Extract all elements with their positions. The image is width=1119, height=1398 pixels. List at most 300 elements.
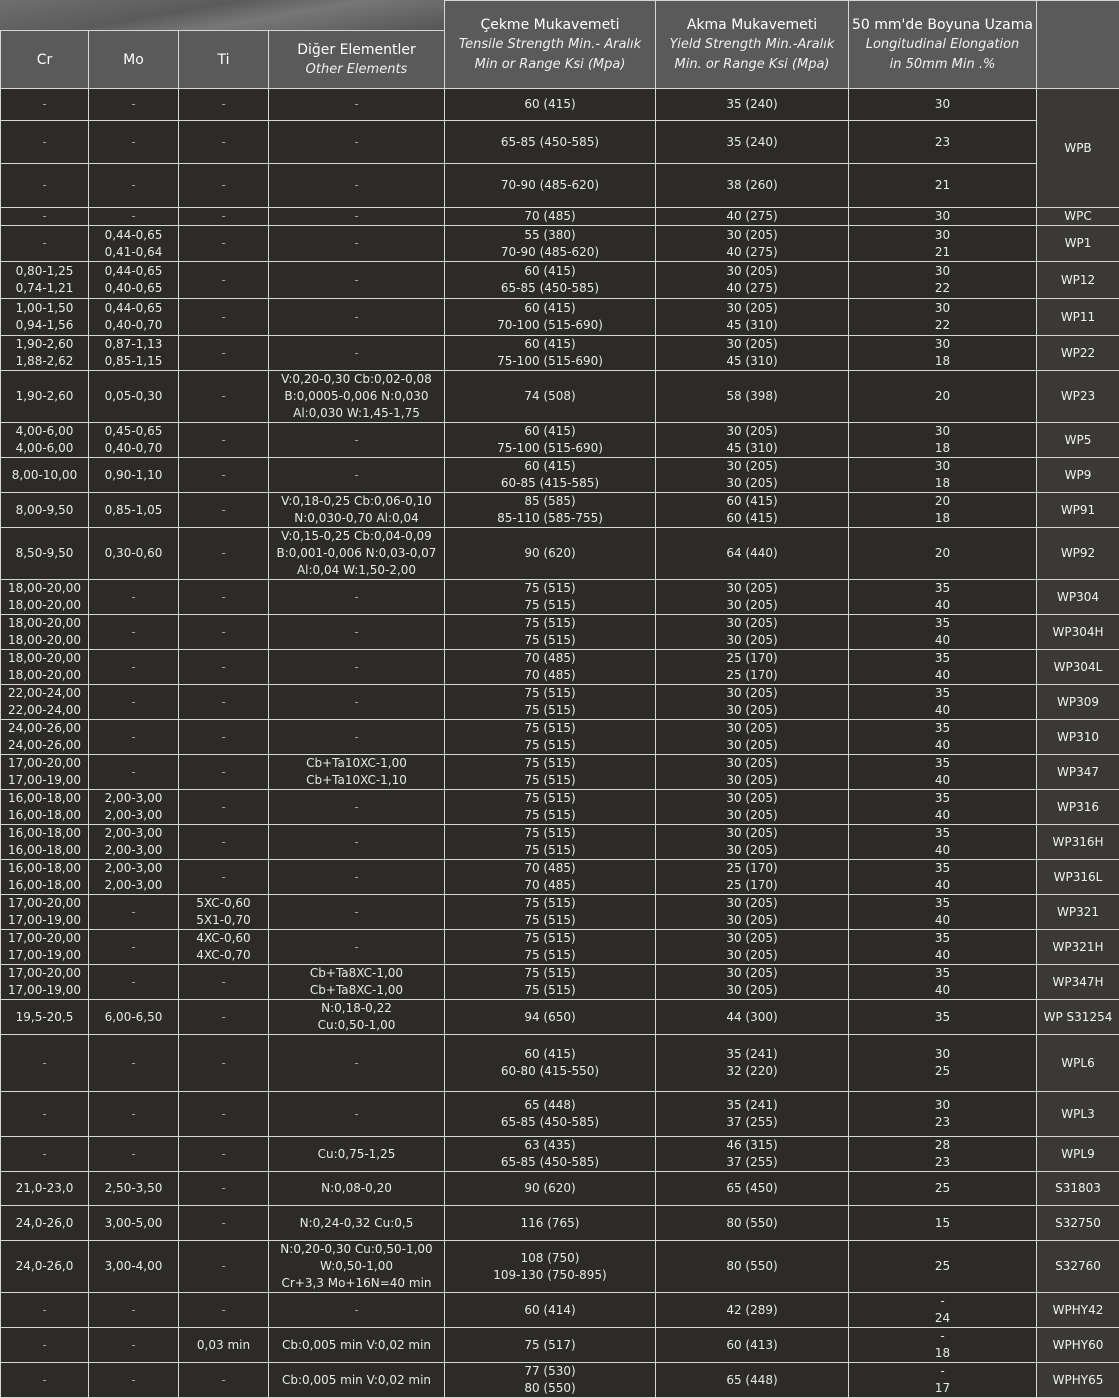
cell-grade: WPHY65 bbox=[1037, 1363, 1119, 1398]
cell-line: B:0,0005-0,006 N:0,030 bbox=[271, 388, 442, 405]
cell-ti bbox=[179, 226, 269, 262]
cell-line: - bbox=[181, 1302, 266, 1319]
cell-line: 18,00-20,00 bbox=[3, 650, 86, 667]
cell-line: 55 (380) bbox=[447, 227, 653, 244]
cell-line: 8,00-10,00 bbox=[3, 467, 86, 484]
cell-ti bbox=[179, 685, 269, 720]
cell-line: 75 (515) bbox=[447, 895, 653, 912]
cell-cr bbox=[1, 615, 89, 650]
cell-line: 30 (205) bbox=[658, 965, 846, 982]
cell-line: - bbox=[3, 1106, 86, 1123]
cell-mo bbox=[89, 1363, 179, 1398]
cell-line: 65-85 (450-585) bbox=[447, 280, 653, 297]
table-row bbox=[1, 89, 1119, 121]
cell-elongation bbox=[849, 650, 1037, 685]
cell-line: 90 (620) bbox=[447, 1180, 653, 1197]
cell-line: - bbox=[181, 694, 266, 711]
cell-grade: WP304 bbox=[1037, 580, 1119, 615]
cell-cr bbox=[1, 1137, 89, 1172]
table-row bbox=[1, 1092, 1119, 1137]
cell-mo bbox=[89, 1035, 179, 1092]
cell-line: 0,40-0,70 bbox=[91, 440, 176, 457]
cell-line: - bbox=[3, 1302, 86, 1319]
cell-other-elements bbox=[269, 423, 445, 458]
cell-grade: WP310 bbox=[1037, 720, 1119, 755]
cell-line: 30 (205) bbox=[658, 842, 846, 859]
cell-line: 3,00-5,00 bbox=[91, 1215, 176, 1232]
cell-cr bbox=[1, 89, 89, 121]
cell-other-elements bbox=[269, 1000, 445, 1035]
cell-other-elements bbox=[269, 965, 445, 1000]
cell-line: 0,87-1,13 bbox=[91, 336, 176, 353]
cell-grade: WP91 bbox=[1037, 493, 1119, 528]
header-other-elements bbox=[269, 31, 445, 89]
cell-line: 4,00-6,00 bbox=[3, 440, 86, 457]
cell-mo bbox=[89, 580, 179, 615]
cell-line: - bbox=[181, 345, 266, 362]
cell-line: 24 bbox=[851, 1310, 1034, 1327]
cell-line: - bbox=[271, 1055, 442, 1072]
table-row bbox=[1, 1172, 1119, 1206]
cell-yield bbox=[656, 121, 849, 164]
cell-line: 38 (260) bbox=[658, 177, 846, 194]
cell-cr bbox=[1, 1092, 89, 1137]
cell-line: - bbox=[181, 96, 266, 113]
cell-elongation bbox=[849, 121, 1037, 164]
cell-mo bbox=[89, 720, 179, 755]
cell-mo bbox=[89, 1137, 179, 1172]
cell-line: - bbox=[271, 177, 442, 194]
cell-line: - bbox=[91, 134, 176, 151]
cell-line: N:0,20-0,30 Cu:0,50-1,00 bbox=[271, 1241, 442, 1258]
cell-line: 40 bbox=[851, 982, 1034, 999]
cell-line: 21 bbox=[851, 244, 1034, 261]
cell-tensile bbox=[445, 1000, 656, 1035]
cell-line: - bbox=[3, 1372, 86, 1389]
cell-grade: WPHY42 bbox=[1037, 1293, 1119, 1328]
cell-line: 80 (550) bbox=[658, 1258, 846, 1275]
cell-ti bbox=[179, 493, 269, 528]
cell-elongation bbox=[849, 208, 1037, 226]
cell-line: 40 bbox=[851, 842, 1034, 859]
cell-line: 40 bbox=[851, 912, 1034, 929]
cell-other-elements bbox=[269, 121, 445, 164]
cell-line: 70 (485) bbox=[447, 877, 653, 894]
cell-line: Cb:0,005 min V:0,02 min bbox=[271, 1372, 442, 1389]
cell-yield bbox=[656, 528, 849, 580]
cell-grade: WPHY60 bbox=[1037, 1328, 1119, 1363]
cell-yield bbox=[656, 1241, 849, 1293]
cell-line: 2,00-3,00 bbox=[91, 877, 176, 894]
cell-mo bbox=[89, 89, 179, 121]
header-mo: Mo bbox=[89, 31, 179, 89]
cell-line: 60 (415) bbox=[447, 263, 653, 280]
cell-cr bbox=[1, 790, 89, 825]
cell-elongation bbox=[849, 89, 1037, 121]
cell-mo bbox=[89, 423, 179, 458]
cell-ti bbox=[179, 755, 269, 790]
cell-line: 18 bbox=[851, 353, 1034, 370]
cell-line: 35 bbox=[851, 580, 1034, 597]
cell-ti bbox=[179, 208, 269, 226]
cell-line: N:0,18-0,22 bbox=[271, 1000, 442, 1017]
cell-line: Cu:0,75-1,25 bbox=[271, 1146, 442, 1163]
cell-line: 0,45-0,65 bbox=[91, 423, 176, 440]
cell-yield bbox=[656, 458, 849, 493]
cell-cr bbox=[1, 371, 89, 423]
cell-tensile bbox=[445, 423, 656, 458]
cell-other-elements bbox=[269, 1293, 445, 1328]
cell-line: V:0,20-0,30 Cb:0,02-0,08 bbox=[271, 371, 442, 388]
cell-mo bbox=[89, 790, 179, 825]
cell-cr bbox=[1, 685, 89, 720]
cell-line: 30 bbox=[851, 227, 1034, 244]
cell-yield bbox=[656, 164, 849, 208]
cell-line: - bbox=[91, 589, 176, 606]
cell-ti bbox=[179, 1092, 269, 1137]
cell-tensile bbox=[445, 1293, 656, 1328]
cell-line: 2,50-3,50 bbox=[91, 1180, 176, 1197]
table-row bbox=[1, 226, 1119, 262]
table-row bbox=[1, 528, 1119, 580]
cell-line: 65-85 (450-585) bbox=[447, 1154, 653, 1171]
cell-line: - bbox=[181, 208, 266, 225]
cell-yield bbox=[656, 262, 849, 299]
cell-line: - bbox=[91, 1337, 176, 1354]
cell-line: 65 (450) bbox=[658, 1180, 846, 1197]
cell-line: 16,00-18,00 bbox=[3, 860, 86, 877]
cell-grade: S32760 bbox=[1037, 1241, 1119, 1293]
cell-line: - bbox=[91, 1055, 176, 1072]
cell-line: - bbox=[3, 134, 86, 151]
cell-tensile bbox=[445, 336, 656, 371]
cell-line: 30 (205) bbox=[658, 632, 846, 649]
cell-cr bbox=[1, 423, 89, 458]
cell-elongation bbox=[849, 720, 1037, 755]
cell-line: 40 bbox=[851, 877, 1034, 894]
cell-tensile bbox=[445, 650, 656, 685]
table-row bbox=[1, 720, 1119, 755]
cell-line: 35 (241) bbox=[658, 1046, 846, 1063]
cell-line: 17,00-20,00 bbox=[3, 930, 86, 947]
cell-ti bbox=[179, 1172, 269, 1206]
cell-line: - bbox=[851, 1328, 1034, 1345]
cell-line: 75 (515) bbox=[447, 632, 653, 649]
cell-line: 16,00-18,00 bbox=[3, 842, 86, 859]
cell-line: 70-100 (515-690) bbox=[447, 317, 653, 334]
cell-line: - bbox=[181, 272, 266, 289]
cell-line: - bbox=[181, 799, 266, 816]
cell-other-elements bbox=[269, 860, 445, 895]
cell-line: - bbox=[181, 974, 266, 991]
cell-line: 4XC-0,60 bbox=[181, 930, 266, 947]
cell-line: - bbox=[271, 1106, 442, 1123]
table-row bbox=[1, 458, 1119, 493]
cell-line: - bbox=[181, 388, 266, 405]
cell-line: - bbox=[181, 1372, 266, 1389]
cell-ti bbox=[179, 1035, 269, 1092]
cell-line: 37 (255) bbox=[658, 1114, 846, 1131]
cell-line: 30 (205) bbox=[658, 597, 846, 614]
cell-line: Al:0,030 W:1,45-1,75 bbox=[271, 405, 442, 422]
cell-grade: WPL6 bbox=[1037, 1035, 1119, 1092]
cell-mo bbox=[89, 650, 179, 685]
cell-line: 35 (240) bbox=[658, 134, 846, 151]
cell-line: 70-90 (485-620) bbox=[447, 244, 653, 261]
cell-grade: WP316H bbox=[1037, 825, 1119, 860]
cell-line: - bbox=[271, 309, 442, 326]
cell-grade: WPL9 bbox=[1037, 1137, 1119, 1172]
cell-tensile bbox=[445, 1172, 656, 1206]
cell-line: 30 (205) bbox=[658, 615, 846, 632]
cell-mo bbox=[89, 1172, 179, 1206]
cell-line: 18 bbox=[851, 440, 1034, 457]
cell-line: 0,05-0,30 bbox=[91, 388, 176, 405]
cell-ti bbox=[179, 825, 269, 860]
cell-other-elements bbox=[269, 336, 445, 371]
cell-line: 22 bbox=[851, 317, 1034, 334]
cell-line: 60 (414) bbox=[447, 1302, 653, 1319]
cell-line: 30 bbox=[851, 208, 1034, 225]
cell-yield bbox=[656, 615, 849, 650]
cell-line: 75 (515) bbox=[447, 912, 653, 929]
header-other-tr: Diğer Elementler bbox=[271, 40, 442, 60]
cell-line: 70 (485) bbox=[447, 650, 653, 667]
table-row bbox=[1, 615, 1119, 650]
cell-line: 30 (205) bbox=[658, 807, 846, 824]
cell-tensile bbox=[445, 493, 656, 528]
table-row bbox=[1, 860, 1119, 895]
cell-elongation bbox=[849, 1035, 1037, 1092]
cell-line: 4XC-0,70 bbox=[181, 947, 266, 964]
cell-line: 24,00-26,00 bbox=[3, 720, 86, 737]
table-row bbox=[1, 825, 1119, 860]
cell-line: 75 (515) bbox=[447, 947, 653, 964]
cell-line: 0,30-0,60 bbox=[91, 545, 176, 562]
cell-yield bbox=[656, 493, 849, 528]
cell-line: - bbox=[91, 694, 176, 711]
cell-other-elements bbox=[269, 262, 445, 299]
cell-line: Cb+Ta10XC-1,10 bbox=[271, 772, 442, 789]
cell-tensile bbox=[445, 262, 656, 299]
cell-ti bbox=[179, 121, 269, 164]
header-yield-en1: Yield Strength Min.-Aralık bbox=[658, 35, 846, 55]
cell-other-elements bbox=[269, 299, 445, 336]
cell-line: - bbox=[181, 1009, 266, 1026]
header-yield-tr: Akma Mukavemeti bbox=[658, 15, 846, 35]
cell-tensile bbox=[445, 371, 656, 423]
cell-line: - bbox=[181, 1258, 266, 1275]
cell-line: - bbox=[3, 235, 86, 252]
table-row bbox=[1, 1241, 1119, 1293]
cell-line: 1,90-2,60 bbox=[3, 336, 86, 353]
cell-line: 65 (448) bbox=[447, 1097, 653, 1114]
cell-line: 35 bbox=[851, 895, 1034, 912]
cell-yield bbox=[656, 299, 849, 336]
cell-line: 40 bbox=[851, 702, 1034, 719]
cell-grade: WP12 bbox=[1037, 262, 1119, 299]
header-yield-strength bbox=[656, 1, 849, 89]
cell-line: - bbox=[271, 467, 442, 484]
cell-line: 60 (413) bbox=[658, 1337, 846, 1354]
cell-other-elements bbox=[269, 825, 445, 860]
cell-line: - bbox=[91, 659, 176, 676]
cell-line: - bbox=[181, 1146, 266, 1163]
cell-mo bbox=[89, 895, 179, 930]
cell-mo bbox=[89, 825, 179, 860]
cell-line: 60 (415) bbox=[447, 96, 653, 113]
cell-elongation bbox=[849, 371, 1037, 423]
cell-line: 17,00-19,00 bbox=[3, 772, 86, 789]
cell-line: 2,00-3,00 bbox=[91, 842, 176, 859]
header-elong-tr: 50 mm'de Boyuna Uzama bbox=[851, 15, 1034, 35]
cell-line: - bbox=[271, 869, 442, 886]
cell-line: 75 (515) bbox=[447, 790, 653, 807]
cell-yield bbox=[656, 226, 849, 262]
cell-line: - bbox=[181, 624, 266, 641]
cell-line: 0,40-0,70 bbox=[91, 317, 176, 334]
cell-line: - bbox=[271, 729, 442, 746]
cell-line: 60 (415) bbox=[447, 423, 653, 440]
cell-elongation bbox=[849, 1328, 1037, 1363]
cell-line: 24,00-26,00 bbox=[3, 737, 86, 754]
cell-line: 25 bbox=[851, 1258, 1034, 1275]
cell-line: 35 bbox=[851, 790, 1034, 807]
cell-line: - bbox=[91, 208, 176, 225]
table-row bbox=[1, 208, 1119, 226]
cell-line: Cb+Ta8XC-1,00 bbox=[271, 982, 442, 999]
cell-mo bbox=[89, 930, 179, 965]
cell-tensile bbox=[445, 930, 656, 965]
cell-elongation bbox=[849, 1206, 1037, 1241]
cell-line: - bbox=[181, 589, 266, 606]
cell-other-elements bbox=[269, 528, 445, 580]
cell-line: 30 (205) bbox=[658, 227, 846, 244]
cell-line: - bbox=[91, 177, 176, 194]
cell-line: 1,90-2,60 bbox=[3, 388, 86, 405]
cell-elongation bbox=[849, 825, 1037, 860]
cell-line: - bbox=[181, 869, 266, 886]
header-cr: Cr bbox=[1, 31, 89, 89]
cell-line: 3,00-4,00 bbox=[91, 1258, 176, 1275]
cell-grade: WPC bbox=[1037, 208, 1119, 226]
cell-line: 30 (205) bbox=[658, 423, 846, 440]
cell-line: 0,03 min bbox=[181, 1337, 266, 1354]
cell-line: 75 (515) bbox=[447, 597, 653, 614]
cell-mo bbox=[89, 262, 179, 299]
cell-cr bbox=[1, 930, 89, 965]
header-yield-en2: Min. or Range Ksi (Mpa) bbox=[658, 55, 846, 75]
cell-line: N:0,08-0,20 bbox=[271, 1180, 442, 1197]
cell-line: Cb+Ta8XC-1,00 bbox=[271, 965, 442, 982]
cell-line: 70-90 (485-620) bbox=[447, 177, 653, 194]
cell-line: - bbox=[181, 1215, 266, 1232]
cell-line: - bbox=[3, 208, 86, 225]
cell-line: - bbox=[271, 904, 442, 921]
cell-yield bbox=[656, 755, 849, 790]
cell-grade: WP5 bbox=[1037, 423, 1119, 458]
cell-line: 18,00-20,00 bbox=[3, 632, 86, 649]
cell-line: 2,00-3,00 bbox=[91, 790, 176, 807]
cell-line: 64 (440) bbox=[658, 545, 846, 562]
cell-line: Cb:0,005 min V:0,02 min bbox=[271, 1337, 442, 1354]
cell-line: 18 bbox=[851, 1345, 1034, 1362]
cell-line: 60 (415) bbox=[447, 336, 653, 353]
cell-tensile bbox=[445, 299, 656, 336]
cell-line: N:0,24-0,32 Cu:0,5 bbox=[271, 1215, 442, 1232]
cell-line: - bbox=[91, 1372, 176, 1389]
cell-line: 85-110 (585-755) bbox=[447, 510, 653, 527]
cell-ti bbox=[179, 1137, 269, 1172]
cell-line: - bbox=[271, 659, 442, 676]
cell-grade: WP321 bbox=[1037, 895, 1119, 930]
cell-cr bbox=[1, 1241, 89, 1293]
cell-line: - bbox=[271, 432, 442, 449]
cell-grade: WP22 bbox=[1037, 336, 1119, 371]
cell-line: 35 bbox=[851, 965, 1034, 982]
cell-tensile bbox=[445, 1137, 656, 1172]
cell-grade: S32750 bbox=[1037, 1206, 1119, 1241]
cell-line: 30 (205) bbox=[658, 475, 846, 492]
cell-yield bbox=[656, 685, 849, 720]
cell-line: 40 (275) bbox=[658, 244, 846, 261]
cell-tensile bbox=[445, 458, 656, 493]
table-row bbox=[1, 965, 1119, 1000]
cell-line: 18 bbox=[851, 475, 1034, 492]
cell-line: - bbox=[181, 1055, 266, 1072]
cell-line: 30 (205) bbox=[658, 300, 846, 317]
cell-ti bbox=[179, 336, 269, 371]
cell-cr bbox=[1, 1328, 89, 1363]
cell-line: 30 (205) bbox=[658, 702, 846, 719]
cell-line: Cu:0,50-1,00 bbox=[271, 1017, 442, 1034]
cell-line: 15 bbox=[851, 1215, 1034, 1232]
cell-line: - bbox=[3, 1055, 86, 1072]
cell-yield bbox=[656, 1000, 849, 1035]
header-elong-en1: Longitudinal Elongation bbox=[851, 35, 1034, 55]
cell-line: 70 (485) bbox=[447, 208, 653, 225]
cell-mo bbox=[89, 1092, 179, 1137]
cell-other-elements bbox=[269, 1363, 445, 1398]
cell-tensile bbox=[445, 1363, 656, 1398]
cell-elongation bbox=[849, 1092, 1037, 1137]
cell-line: 18,00-20,00 bbox=[3, 580, 86, 597]
cell-line: 25 bbox=[851, 1180, 1034, 1197]
cell-yield bbox=[656, 1172, 849, 1206]
cell-other-elements bbox=[269, 1172, 445, 1206]
cell-tensile bbox=[445, 1328, 656, 1363]
cell-tensile bbox=[445, 965, 656, 1000]
cell-elongation bbox=[849, 895, 1037, 930]
cell-other-elements bbox=[269, 615, 445, 650]
cell-ti bbox=[179, 965, 269, 1000]
cell-line: - bbox=[3, 1146, 86, 1163]
cell-yield bbox=[656, 336, 849, 371]
cell-tensile bbox=[445, 1092, 656, 1137]
cell-line: 35 bbox=[851, 930, 1034, 947]
table-row bbox=[1, 755, 1119, 790]
cell-ti bbox=[179, 371, 269, 423]
cell-yield bbox=[656, 895, 849, 930]
cell-line: 75 (515) bbox=[447, 685, 653, 702]
cell-yield bbox=[656, 208, 849, 226]
cell-line: 45 (310) bbox=[658, 353, 846, 370]
cell-line: 35 bbox=[851, 860, 1034, 877]
cell-line: 30 bbox=[851, 1097, 1034, 1114]
cell-cr bbox=[1, 208, 89, 226]
cell-line: 35 bbox=[851, 1009, 1034, 1026]
cell-yield bbox=[656, 371, 849, 423]
